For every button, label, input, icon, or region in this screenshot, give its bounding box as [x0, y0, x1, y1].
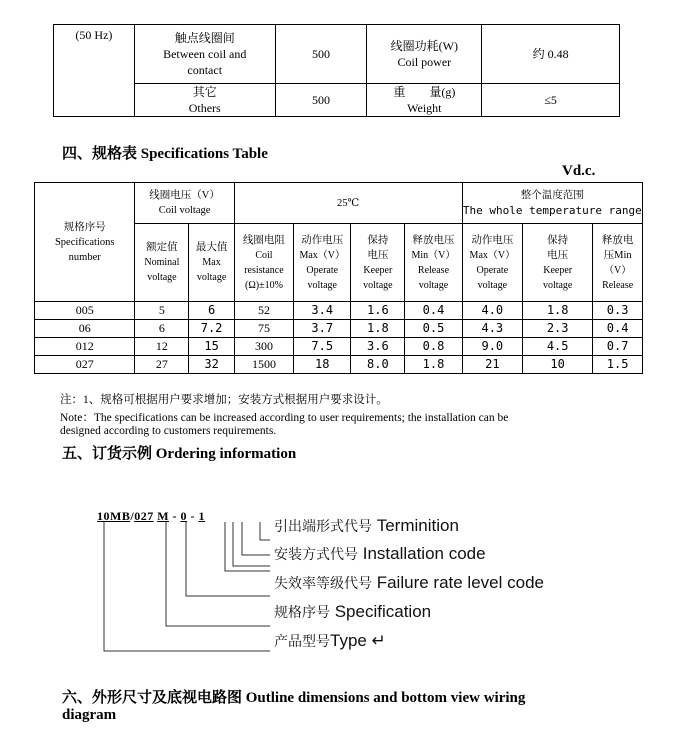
- section-specifications-title: 四、规格表 Specifications Table: [62, 146, 268, 162]
- table-cell: 1.8: [405, 356, 462, 374]
- table-cell: 15: [189, 338, 234, 356]
- table-cell: 2.3: [523, 320, 593, 338]
- table-cell: 5: [135, 302, 189, 320]
- table-cell: 0.3: [593, 302, 643, 320]
- table-cell: 3.6: [351, 338, 405, 356]
- table-cell: 6: [189, 302, 234, 320]
- others-label-cell: 其它 Others: [134, 84, 275, 117]
- table-cell: 12: [135, 338, 189, 356]
- table-cell: 18: [294, 356, 351, 374]
- order-label-installation: 安装方式代号 Installation code: [274, 544, 486, 563]
- leader-specification: [186, 522, 270, 596]
- table-cell: 027: [35, 356, 135, 374]
- table-cell: 06: [35, 320, 135, 338]
- contact-value-cell: 500: [275, 25, 367, 84]
- table-cell: 0.7: [593, 338, 643, 356]
- code-install: 0: [180, 509, 188, 523]
- note-en-line1: Note：The specifications can be increased according to user requirements; the installation can be: [60, 412, 509, 424]
- code-rate: M: [157, 509, 170, 523]
- table-cell: 1500: [234, 356, 293, 374]
- table-cell: 9.0: [462, 338, 522, 356]
- leader-terminition: [260, 522, 270, 540]
- order-label-type: 产品型号Type ↵: [274, 631, 386, 650]
- release-header: 释放电压 Min（V） Release voltage: [405, 224, 462, 302]
- others-value-cell: 500: [275, 84, 367, 117]
- section-ordering-title: 五、订货示例 Ordering information: [62, 446, 297, 462]
- leader-type: [104, 522, 270, 651]
- leader-installation: [242, 522, 270, 555]
- table-cell: 005: [35, 302, 135, 320]
- table-cell: 0.8: [405, 338, 462, 356]
- resistance-header: 线圈电阻 Coil resistance (Ω)±10%: [234, 224, 293, 302]
- table-cell: 52: [234, 302, 293, 320]
- section-outline-title-line1: 六、外形尺寸及底视电路图 Outline dimensions and bottom view wiring: [62, 690, 526, 706]
- weight-label-cell: 重 量(g) Weight: [367, 84, 482, 117]
- temp-25-header: 25℃: [234, 183, 462, 224]
- table-row: [35, 320, 643, 338]
- table-cell: 3.4: [294, 302, 351, 320]
- release-whole-header: 释放电 压Min （V） Release: [593, 224, 643, 302]
- table-cell: 8.0: [351, 356, 405, 374]
- table-cell: 1.6: [351, 302, 405, 320]
- weight-value-cell: ≤5: [482, 84, 620, 117]
- keeper-whole-header: 保持 电压 Keeper voltage: [523, 224, 593, 302]
- table-cell: 4.5: [523, 338, 593, 356]
- code-dash: -: [172, 509, 178, 523]
- specifications-table: [34, 182, 643, 374]
- table-cell: 0.4: [593, 320, 643, 338]
- frequency-cell: (50 Hz): [54, 25, 135, 117]
- whole-temp-header: 整个温度范围 The whole temperature range: [462, 183, 642, 224]
- unit-label: Vd.c.: [562, 163, 596, 179]
- spec-number-header: 规格序号 Specifications number: [35, 183, 135, 302]
- leader-failure-rate-inner: [233, 522, 270, 566]
- table-cell: 0.4: [405, 302, 462, 320]
- table-cell: 0.5: [405, 320, 462, 338]
- coil-voltage-header: 线圈电压（V） Coil voltage: [135, 183, 234, 224]
- table-cell: 4.0: [462, 302, 522, 320]
- leader-failure-rate: [225, 522, 270, 571]
- table-cell: 7.5: [294, 338, 351, 356]
- operate-header: 动作电压 Max（V） Operate voltage: [294, 224, 351, 302]
- table-cell: 012: [35, 338, 135, 356]
- order-label-failure-rate: 失效率等级代号 Failure rate level code: [274, 573, 544, 592]
- order-label-specification: 规格序号 Specification: [274, 602, 432, 621]
- table-cell: 21: [462, 356, 522, 374]
- leader-specification-inner: [166, 522, 270, 626]
- order-code-example: [97, 509, 205, 524]
- table-cell: 1.8: [351, 320, 405, 338]
- code-dash: -: [190, 509, 196, 523]
- table-cell: 3.7: [294, 320, 351, 338]
- electrical-properties-table: [53, 24, 620, 117]
- table-cell: 32: [189, 356, 234, 374]
- code-type: 10MB: [97, 509, 131, 523]
- coil-power-label-cell: 线圈功耗(W) Coil power: [367, 25, 482, 84]
- table-cell: 4.3: [462, 320, 522, 338]
- code-spec: 027: [134, 509, 154, 523]
- operate-whole-header: 动作电压 Max（V） Operate voltage: [462, 224, 522, 302]
- table-cell: 7.2: [189, 320, 234, 338]
- table-row: [35, 302, 643, 320]
- code-term: 1: [198, 509, 206, 523]
- keeper-header: 保持 电压 Keeper voltage: [351, 224, 405, 302]
- code-separator: /: [130, 509, 135, 523]
- table-cell: 300: [234, 338, 293, 356]
- table-cell: 6: [135, 320, 189, 338]
- table-cell: 75: [234, 320, 293, 338]
- table-cell: 27: [135, 356, 189, 374]
- nominal-header: 额定值 Nominal voltage: [135, 224, 189, 302]
- table-row: [35, 356, 643, 374]
- table-cell: 10: [523, 356, 593, 374]
- max-header: 最大值 Max voltage: [189, 224, 234, 302]
- coil-power-value-cell: 约 0.48: [482, 25, 620, 84]
- table-cell: 1.8: [523, 302, 593, 320]
- section-outline-title-line2: diagram: [62, 707, 117, 723]
- table-cell: 1.5: [593, 356, 643, 374]
- table-row: [35, 338, 643, 356]
- contact-label-cell: 触点线圈间 Between coil and contact: [134, 25, 275, 84]
- note-en-line2: designed according to customers requirements.: [60, 425, 277, 437]
- note-zh: 注：1、规格可根据用户要求增加；安装方式根据用户要求设计。: [60, 394, 388, 406]
- order-label-terminition: 引出端形式代号 Terminition: [274, 516, 459, 535]
